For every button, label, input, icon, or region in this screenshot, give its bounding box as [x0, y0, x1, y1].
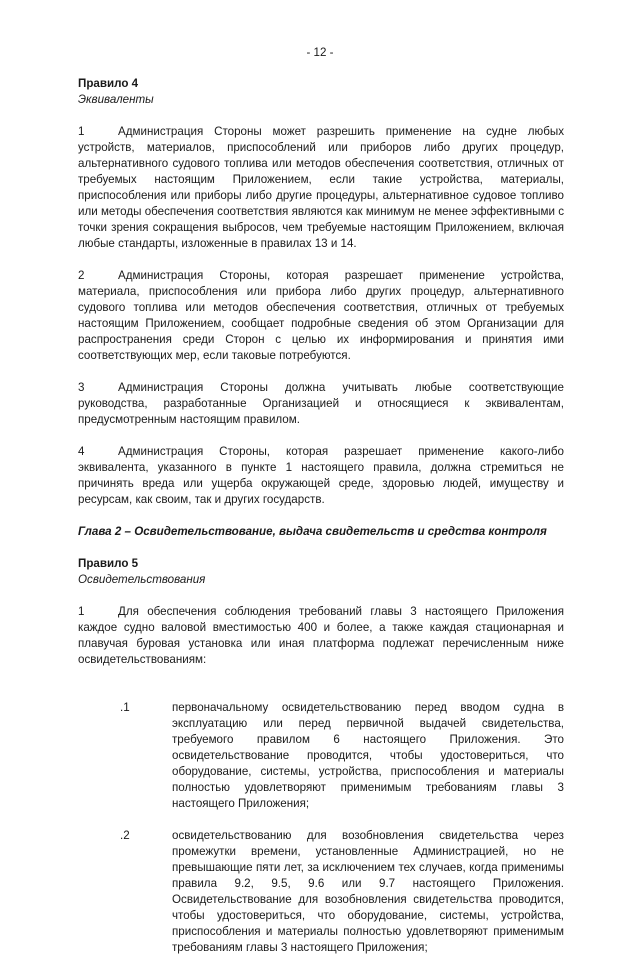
paragraph-text: Администрация Стороны, которая разрешает применение устройства, материала, приспособления или прибора либо других процедур, альтернативного судового топлива или методов обеспечения соответствия, отличных от требуемых настоящим Приложением, сообщает подробные сведения об этом Организации для распространения среди Сторон с целью их информирования и принятия ими соответствующих мер, если таковые потребуются. — [78, 269, 564, 362]
item-number: .1 — [120, 701, 130, 714]
rule-5-paragraph-1 — [78, 604, 564, 668]
paragraph-number: 4 — [78, 445, 85, 458]
rule-4-subtitle: Эквиваленты — [78, 93, 154, 106]
item-text: освидетельствованию для возобновления свидетельства через промежутки времени, установленные Администрацией, но не превышающие пяти лет, за исключением тех случаев, когда применимы правила 9.2, 9.5, 9.6 или 9.7 настоящего Приложения. Освидетельствование для возобновления свидетельства проводится, чтобы удостовериться, что оборудование, системы, устройства, приспособления и материалы полностью удовлетворяют применимым требованиям главы 3 настоящего Приложения; — [172, 829, 564, 954]
rule-4-title: Правило 4 — [78, 77, 139, 90]
rule-4-paragraph-1 — [78, 124, 564, 252]
paragraph-number: 3 — [78, 381, 85, 394]
paragraph-text: Для обеспечения соблюдения требований главы 3 настоящего Приложения каждое судно валовой вместимостью 400 и более, а также каждая стационарная и плавучая буровая установка или иная платформа подлежат перечисленным ниже освидетельствованиям: — [78, 605, 564, 666]
item-number: .2 — [120, 829, 130, 842]
paragraph-number: 2 — [78, 269, 85, 282]
paragraph-number: 1 — [78, 605, 85, 618]
page-number: - 12 - — [306, 46, 334, 59]
rule-4-paragraph-3 — [78, 380, 564, 428]
item-text: первоначальному освидетельствованию перед вводом судна в эксплуатацию или перед первичной выдачей свидетельства, требуемого правилом 6 настоящего Приложения. Это освидетельствование проводится, чтобы удостовериться, что оборудование, системы, устройства, приспособления и материалы полностью удовлетворяют применимым требованиям главы 3 настоящего Приложения; — [172, 701, 564, 810]
rule-5-item-1 — [78, 700, 564, 812]
rule-5-title: Правило 5 — [78, 557, 139, 570]
rule-4-paragraph-4 — [78, 444, 564, 508]
paragraph-number: 1 — [78, 125, 85, 138]
rule-5-item-2 — [78, 828, 564, 956]
chapter-2-title: Глава 2 – Освидетельствование, выдача свидетельств и средства контроля — [78, 525, 547, 538]
document-body — [78, 76, 564, 956]
rule-4-paragraph-2 — [78, 268, 564, 364]
rule-5-subtitle: Освидетельствования — [78, 573, 206, 586]
paragraph-text: Администрация Стороны может разрешить применение на судне любых устройств, материалов, приспособлений или приборов либо других процедур, альтернативного судового топлива или методов обеспечения соответствия, отличных от требуемых настоящим Приложением, если такие устройства, материалы, приспособления или приборы либо другие процедуры, альтернативное судовое топливо или методы обеспечения соответствия являются как минимум не менее эффективными с точки зрения сокращения выбросов, чем требуемые настоящим Приложением, включая любые стандарты, изложенные в правилах 13 и 14. — [78, 125, 564, 250]
paragraph-text: Администрация Стороны, которая разрешает применение какого-либо эквивалента, указанного в пункте 1 настоящего правила, должна стремиться не причинять вреда или ущерба окружающей среде, здоровью людей, имуществу и ресурсам, как своим, так и других государств. — [78, 445, 564, 506]
paragraph-text: Администрация Стороны должна учитывать любые соответствующие руководства, разработанные Организацией и относящиеся к эквивалентам, предусмотренным настоящим правилом. — [78, 381, 564, 426]
